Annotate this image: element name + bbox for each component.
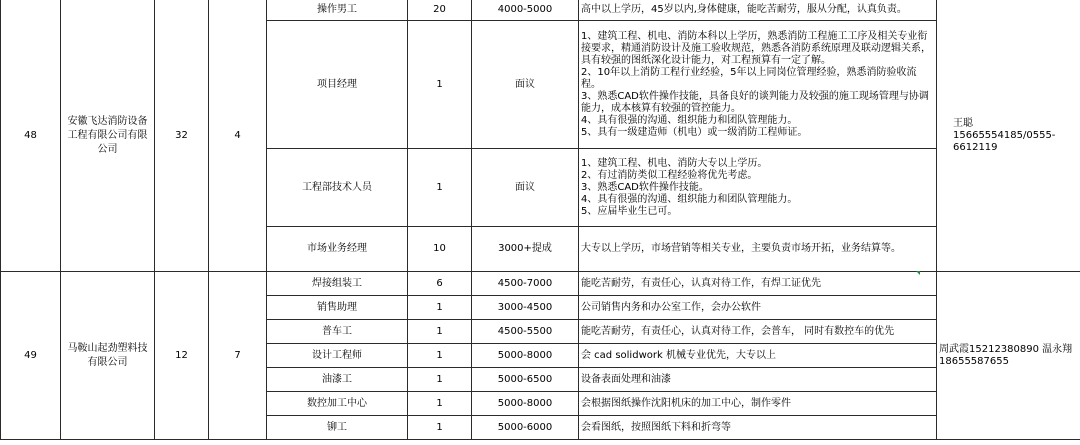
job-title-cell[interactable]: 数控加工中心 (267, 392, 408, 416)
job-salary-cell[interactable]: 3000-4500 (472, 296, 579, 320)
company-name-cell[interactable] (61, 0, 155, 272)
job-title-cell[interactable]: 油漆工 (267, 368, 408, 392)
job-salary-cell[interactable]: 面议 (472, 149, 579, 227)
company-name: 安徽飞达消防设备工程有限公司有限公司 (67, 115, 148, 155)
positions-count-cell[interactable]: 4 (209, 0, 267, 272)
job-title-cell[interactable]: 工程部技术人员 (267, 149, 408, 227)
job-requirement-cell[interactable]: 会 cad solidwork 机械专业优先，大专以上 (579, 344, 937, 368)
job-requirement-cell[interactable]: 1、建筑工程、机电、消防本科以上学历，熟悉消防工程施工工序及相关专业衔接要求，精通消防设计及施工验收规范，熟悉各消防系统原理及联动逻辑关系，具有较强的图纸深化设计能力，对工程预算有一定了解。 2、10年以上消防工程行业经验，5年以上同岗位管理经验，熟悉消防验收流程。 3、熟悉CAD软件操作技能，具备良好的谈判能力及较强的施工现场管理与协调能力，成本核算有较强的管控能力。 4、具有很强的沟通、组织能力和团队管理能力。 5、具有一级建造师（机电）或一级消防工程师证。 (579, 21, 937, 149)
job-count-cell[interactable]: 20 (408, 0, 472, 21)
table-row (1, 272, 1080, 296)
table-row (1, 0, 1080, 21)
job-salary-cell[interactable]: 4500-5500 (472, 320, 579, 344)
job-salary-cell[interactable]: 5000-6000 (472, 416, 579, 440)
job-count-cell[interactable]: 1 (408, 296, 472, 320)
job-requirement-cell[interactable]: 会根据图纸操作沈阳机床的加工中心，制作零件 (579, 392, 937, 416)
job-title-cell[interactable]: 铆工 (267, 416, 408, 440)
total-hires-cell[interactable]: 32 (155, 0, 209, 272)
job-count-cell[interactable]: 1 (408, 149, 472, 227)
contact-cell[interactable]: 王聪 15665554185/0555-6612119 (937, 0, 1080, 272)
job-requirement-cell[interactable]: 公司销售内务和办公室工作，会办公软件 (579, 296, 937, 320)
job-title-cell[interactable]: 销售助理 (267, 296, 408, 320)
company-name: 马鞍山起劲塑料技有限公司 (67, 342, 148, 368)
job-salary-cell[interactable]: 3000+提成 (472, 227, 579, 272)
job-count-cell[interactable]: 1 (408, 344, 472, 368)
job-title-cell[interactable]: 操作男工 (267, 0, 408, 21)
job-count-cell[interactable]: 1 (408, 320, 472, 344)
job-title-cell[interactable]: 设计工程师 (267, 344, 408, 368)
job-salary-cell[interactable]: 5000-8000 (472, 392, 579, 416)
job-requirement-cell[interactable]: 能吃苦耐劳，有责任心，认真对待工作，会普车， 同时有数控车的优先 (579, 320, 937, 344)
job-title-cell[interactable]: 项目经理 (267, 21, 408, 149)
job-count-cell[interactable]: 1 (408, 368, 472, 392)
job-requirement-cell[interactable]: 设备表面处理和油漆 (579, 368, 937, 392)
job-requirement-cell[interactable]: 会看图纸，按照图纸下料和折弯等 (579, 416, 937, 440)
job-salary-cell[interactable]: 5000-8000 (472, 344, 579, 368)
company-index-cell[interactable]: 48 (1, 0, 61, 272)
job-title-cell[interactable]: 市场业务经理 (267, 227, 408, 272)
job-count-cell[interactable]: 10 (408, 227, 472, 272)
company-index-cell[interactable]: 49 (1, 272, 61, 440)
job-count-cell[interactable]: 6 (408, 272, 472, 296)
total-hires-cell[interactable]: 12 (155, 272, 209, 440)
cell-comment-marker (916, 271, 920, 275)
job-salary-cell[interactable]: 4500-7000 (472, 272, 579, 296)
contact-cell[interactable]: 周武霞15212380890 温永翔 18655587655 (937, 272, 1080, 440)
job-requirement-cell[interactable]: 1、建筑工程、机电、消防大专以上学历。 2、有过消防类似工程经验将优先考虑。 3、熟悉CAD软件操作技能。 4、具有很强的沟通、组织能力和团队管理能力。 5、应届毕业生已可。 (579, 149, 937, 227)
job-salary-cell[interactable]: 4000-5000 (472, 0, 579, 21)
company-name-cell[interactable] (61, 272, 155, 440)
job-count-cell[interactable]: 1 (408, 416, 472, 440)
job-requirement-cell[interactable]: 大专以上学历，市场营销等相关专业，主要负责市场开拓，业务结算等。 (579, 227, 937, 272)
job-title-cell[interactable]: 焊接组装工 (267, 272, 408, 296)
job-salary-cell[interactable]: 面议 (472, 21, 579, 149)
job-requirement-cell[interactable]: 能吃苦耐劳，有责任心，认真对待工作，有焊工证优先 (579, 272, 937, 296)
job-requirement-cell[interactable]: 高中以上学历，45岁以内,身体健康，能吃苦耐劳，服从分配，认真负责。 (579, 0, 937, 21)
job-salary-cell[interactable]: 5000-6500 (472, 368, 579, 392)
positions-count-cell[interactable]: 7 (209, 272, 267, 440)
job-count-cell[interactable]: 1 (408, 392, 472, 416)
job-count-cell[interactable]: 1 (408, 21, 472, 149)
job-title-cell[interactable]: 普车工 (267, 320, 408, 344)
